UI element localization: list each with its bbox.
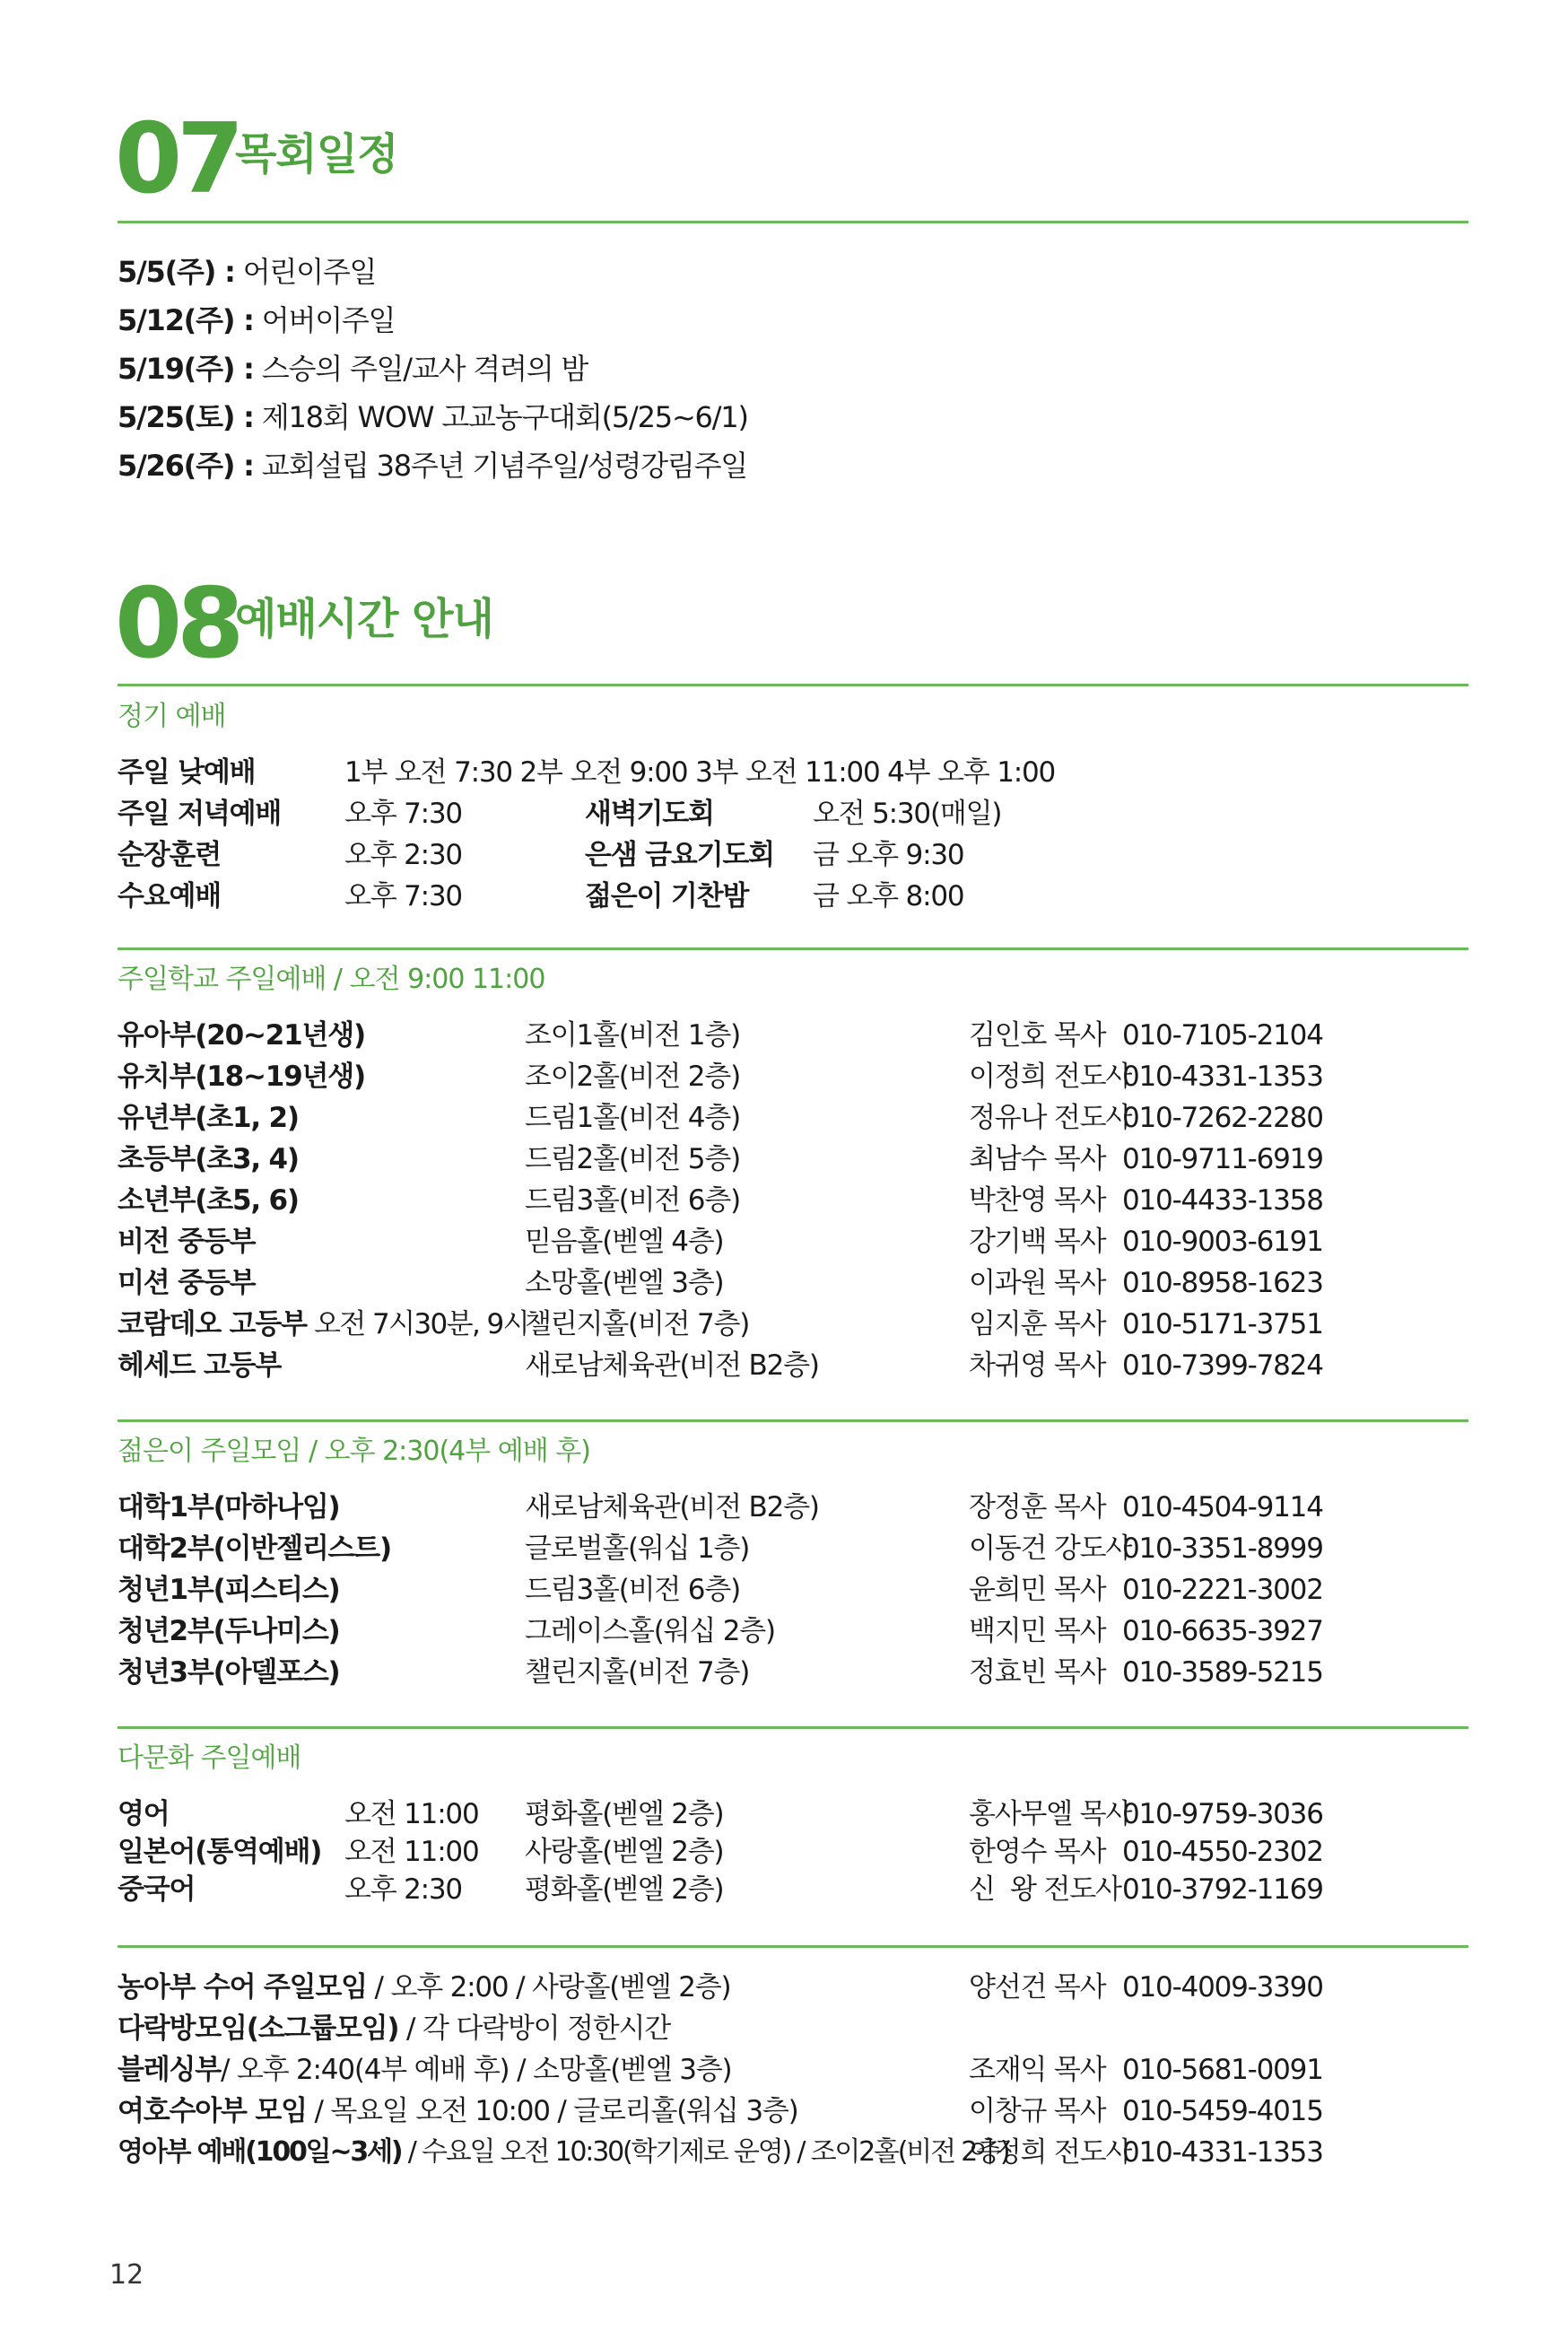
dept-name: 소년부(초5, 6) [118, 1184, 299, 1217]
section-divider [118, 1945, 1468, 1948]
gathering-contact: 양선건 목사 [969, 1971, 1106, 2004]
youth-heading: 젊은이 주일모임 / 오후 2:30(4부 예배 후) [118, 1436, 590, 1467]
dept-phone: 010-9711-6919 [1122, 1143, 1323, 1175]
dept-place: 드림3홀(비전 6층) [525, 1574, 740, 1606]
gathering-phone: 010-5459-4015 [1122, 2095, 1323, 2127]
dept-name: 청년2부(두나미스) [118, 1615, 340, 1647]
lang-time: 오후 2:30 [344, 1873, 462, 1906]
gathering-item: 영아부 예배(100일~3세) / 수요일 오전 10:30(학기제로 운영) / 조이2홀(비전 2층) [118, 2136, 1009, 2168]
lang-contact: 한영수 목사 [969, 1836, 1106, 1868]
regular-times: 1부 오전 7:30 2부 오전 9:00 3부 오전 11:00 4부 오후 1:00 [344, 756, 1056, 789]
dept-place: 챌린지홀(비전 7층) [525, 1656, 750, 1689]
gathering-item: 농아부 수어 주일모임 / 오후 2:00 / 사랑홀(벧엘 2층) [118, 1971, 731, 2004]
gathering-contact: 이창규 목사 [969, 2095, 1106, 2127]
dept-contact: 박찬영 목사 [969, 1184, 1106, 1217]
dept-phone: 010-5171-3751 [1122, 1308, 1323, 1340]
section-divider [118, 684, 1468, 686]
dept-name: 청년1부(피스티스) [118, 1574, 340, 1606]
lang-place: 평화홀(벧엘 2층) [525, 1873, 724, 1906]
regular-time: 금 오후 8:00 [813, 880, 964, 912]
dept-place: 드림3홀(비전 6층) [525, 1184, 740, 1217]
dept-name: 유치부(18~19년생) [118, 1061, 365, 1093]
dept-phone: 010-3351-8999 [1122, 1532, 1323, 1565]
lang-contact: 신 왕 전도사 [969, 1873, 1121, 1906]
regular-label: 순장훈련 [118, 839, 221, 871]
dept-place: 그레이스홀(워십 2층) [525, 1615, 775, 1647]
dept-contact: 강기백 목사 [969, 1226, 1106, 1258]
dept-contact: 이정희 전도사 [969, 1061, 1132, 1093]
gathering-contact: 조재익 목사 [969, 2054, 1106, 2086]
dept-place: 새로남체육관(비전 B2층) [525, 1491, 819, 1523]
dept-name: 대학2부(이반젤리스트) [118, 1532, 392, 1565]
multicultural-heading: 다문화 주일예배 [118, 1742, 301, 1774]
gathering-contact: 이정희 전도사 [969, 2136, 1132, 2169]
lang-name: 일본어(통역예배) [118, 1836, 322, 1868]
regular-time: 금 오후 9:30 [813, 839, 964, 871]
section-divider [118, 221, 1468, 223]
regular-label: 새벽기도회 [585, 798, 714, 830]
lang-name: 영어 [118, 1798, 170, 1830]
lang-place: 평화홀(벧엘 2층) [525, 1798, 724, 1830]
dept-phone: 010-4433-1358 [1122, 1184, 1323, 1217]
gathering-phone: 010-4009-3390 [1122, 1971, 1323, 2004]
dept-contact: 최남수 목사 [969, 1143, 1106, 1175]
schedule-item: 5/12(주) : 어버이주일 [118, 303, 396, 337]
regular-label: 수요예배 [118, 880, 221, 912]
dept-contact: 장정훈 목사 [969, 1491, 1106, 1523]
dept-place: 믿음홀(벧엘 4층) [525, 1226, 724, 1258]
dept-place: 글로벌홀(워십 1층) [525, 1532, 750, 1565]
regular-time: 오후 7:30 [344, 798, 462, 830]
section-divider [118, 1726, 1468, 1729]
dept-phone: 010-2221-3002 [1122, 1574, 1323, 1606]
dept-extra-time: 오전 7시30분, 9시 [314, 1308, 528, 1340]
lang-name: 중국어 [118, 1873, 196, 1906]
regular-label: 주일 낮예배 [118, 756, 256, 789]
dept-name: 초등부(초3, 4) [118, 1143, 299, 1175]
dept-name: 청년3부(아델포스) [118, 1656, 340, 1689]
section-title-worship-times: 예배시간 안내 [235, 594, 493, 644]
dept-name: 미션 중등부 [118, 1267, 256, 1299]
section-number-08: 08 [115, 568, 240, 680]
dept-phone: 010-7105-2104 [1122, 1019, 1323, 1052]
gathering-item: 여호수아부 모임 / 목요일 오전 10:00 / 글로리홀(워십 3층) [118, 2095, 798, 2127]
lang-phone: 010-4550-2302 [1122, 1836, 1323, 1868]
dept-place: 드림2홀(비전 5층) [525, 1143, 740, 1175]
regular-label: 주일 저녁예배 [118, 798, 282, 830]
dept-phone: 010-7399-7824 [1122, 1349, 1323, 1382]
dept-phone: 010-6635-3927 [1122, 1615, 1323, 1647]
dept-contact: 윤희민 목사 [969, 1574, 1106, 1606]
dept-contact: 백지민 목사 [969, 1615, 1106, 1647]
dept-name: 대학1부(마하나임) [118, 1491, 340, 1523]
dept-place: 챌린지홀(비전 7층) [525, 1308, 750, 1340]
dept-place: 조이2홀(비전 2층) [525, 1061, 740, 1093]
dept-phone: 010-8958-1623 [1122, 1267, 1323, 1299]
section-title-schedule: 목회일정 [235, 129, 398, 179]
regular-worship-heading: 정기 예배 [118, 701, 226, 732]
gathering-item: 블레싱부/ 오후 2:40(4부 예배 후) / 소망홀(벧엘 3층) [118, 2054, 732, 2086]
dept-contact: 차귀영 목사 [969, 1349, 1106, 1382]
section-number-07: 07 [115, 103, 240, 215]
dept-place: 드림1홀(비전 4층) [525, 1102, 740, 1134]
regular-time: 오후 2:30 [344, 839, 462, 871]
schedule-item: 5/19(주) : 스승의 주일/교사 격려의 밤 [118, 352, 588, 386]
sunday-school-heading: 주일학교 주일예배 / 오전 9:00 11:00 [118, 964, 545, 995]
lang-time: 오전 11:00 [344, 1798, 479, 1830]
dept-contact: 임지훈 목사 [969, 1308, 1106, 1340]
schedule-item: 5/25(토) : 제18회 WOW 고교농구대회(5/25~6/1) [118, 400, 748, 434]
lang-phone: 010-9759-3036 [1122, 1798, 1323, 1830]
gathering-item: 다락방모임(소그룹모임) / 각 다락방이 정한시간 [118, 2012, 670, 2045]
dept-phone: 010-9003-6191 [1122, 1226, 1323, 1258]
schedule-item: 5/26(주) : 교회설립 38주년 기념주일/성령강림주일 [118, 449, 748, 483]
dept-place: 조이1홀(비전 1층) [525, 1019, 740, 1052]
lang-contact: 홍사무엘 목사 [969, 1798, 1132, 1830]
dept-contact: 이과원 목사 [969, 1267, 1106, 1299]
dept-name: 코람데오 고등부 [118, 1308, 307, 1340]
lang-place: 사랑홀(벧엘 2층) [525, 1836, 724, 1868]
gathering-phone: 010-4331-1353 [1122, 2136, 1323, 2169]
dept-phone: 010-7262-2280 [1122, 1102, 1323, 1134]
section-divider [118, 1419, 1468, 1422]
regular-time: 오후 7:30 [344, 880, 462, 912]
dept-name: 비전 중등부 [118, 1226, 256, 1258]
dept-place: 새로남체육관(비전 B2층) [525, 1349, 819, 1382]
dept-phone: 010-3589-5215 [1122, 1656, 1323, 1689]
dept-name: 유년부(초1, 2) [118, 1102, 299, 1134]
lang-phone: 010-3792-1169 [1122, 1873, 1323, 1906]
schedule-item: 5/5(주) : 어린이주일 [118, 255, 377, 289]
dept-contact: 정효빈 목사 [969, 1656, 1106, 1689]
dept-phone: 010-4331-1353 [1122, 1061, 1323, 1093]
dept-phone: 010-4504-9114 [1122, 1491, 1323, 1523]
regular-label: 젊은이 기찬밤 [585, 880, 749, 912]
lang-time: 오전 11:00 [344, 1836, 479, 1868]
regular-label: 은샘 금요기도회 [585, 839, 774, 871]
dept-name: 유아부(20~21년생) [118, 1019, 365, 1052]
dept-name: 헤세드 고등부 [118, 1349, 282, 1382]
dept-contact: 김인호 목사 [969, 1019, 1106, 1052]
gathering-phone: 010-5681-0091 [1122, 2054, 1323, 2086]
dept-place: 소망홀(벧엘 3층) [525, 1267, 724, 1299]
dept-contact: 이동건 강도사 [969, 1532, 1132, 1565]
regular-time: 오전 5:30(매일) [813, 798, 1002, 830]
page-number: 12 [109, 2259, 144, 2291]
dept-contact: 정유나 전도사 [969, 1102, 1132, 1134]
section-divider [118, 947, 1468, 950]
